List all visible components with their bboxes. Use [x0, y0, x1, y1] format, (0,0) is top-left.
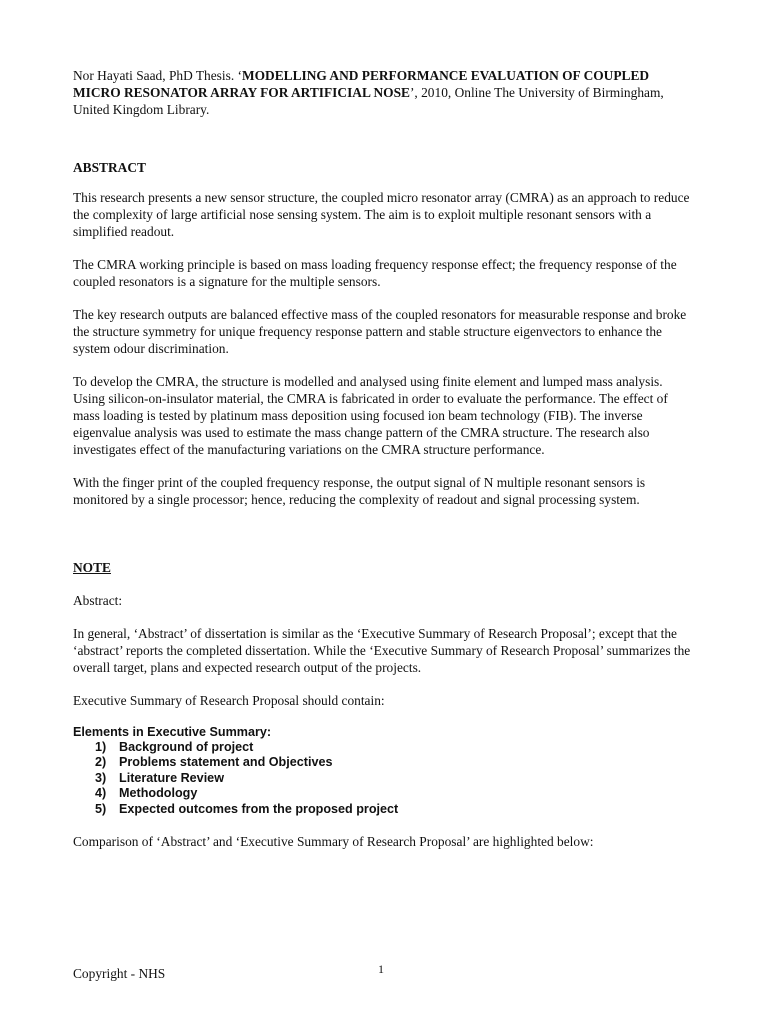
list-item: 5) Expected outcomes from the proposed project	[95, 801, 399, 816]
note-heading: NOTE	[73, 560, 111, 575]
list-item: 2) Problems statement and Objectives	[95, 755, 333, 770]
note-paragraph-2: Executive Summary of Research Proposal should contain:	[73, 693, 385, 708]
abstract-heading: ABSTRACT	[73, 160, 146, 175]
abstract-paragraph-5: With the finger print of the coupled frequency response, the output signal of N multiple resonant sensors is monitored by a single processor; hence, reducing the complexity of readout and signal processing system.	[73, 475, 646, 507]
abstract-paragraph-1: This research presents a new sensor structure, the coupled micro resonator array (CMRA) as an approach to reduce the complexity of large artificial nose sensing system. The aim is to exploit multiple resonant sensors with a simplified readout.	[73, 190, 690, 239]
elements-list	[73, 740, 693, 817]
citation-title: MODELLING AND PERFORMANCE EVALUATION OF COUPLED MICRO RESONATOR ARRAY FOR ARTIFICIAL NOSE	[73, 68, 650, 100]
citation-suffix: ’, 2010, Online The University of Birmingham, United Kingdom Library.	[73, 85, 664, 117]
comparison-text: Comparison of ‘Abstract’ and ‘Executive Summary of Research Proposal’ are highlighted below:	[73, 834, 594, 850]
abstract-paragraph-4: To develop the CMRA, the structure is modelled and analysed using finite element and lumped mass analysis. Using silicon-on-insulator material, the CMRA is fabricated in order to evaluate the performance. The effect of mass loading is tested by platinum mass deposition using focused ion beam technology (FIB). The inverse eigenvalue analysis was used to estimate the mass change pattern of the CMRA structure. The research also investigates effect of the manufacturing variations on the CMRA structure performance.	[73, 374, 668, 457]
note-label: Abstract:	[73, 593, 123, 608]
list-item: 3) Literature Review	[95, 770, 224, 785]
list-item: 4) Methodology	[95, 786, 198, 801]
abstract-paragraph-2: The CMRA working principle is based on mass loading frequency response effect; the frequency response of the coupled resonators is a signature for the multiple sensors.	[73, 257, 677, 289]
elements-title: Elements in Executive Summary:	[73, 725, 272, 739]
page-number: 1	[378, 962, 384, 976]
note-paragraph-1: In general, ‘Abstract’ of dissertation is similar as the ‘Executive Summary of Research Proposal’; except that the ‘abstract’ reports the completed dissertation. While the ‘Executive Summary of Research Proposal’ summarizes the overall target, plans and expected research output of the projects.	[73, 626, 691, 675]
abstract-paragraph-3: The key research outputs are balanced effective mass of the coupled resonators for measurable response and broke the structure symmetry for unique frequency response pattern and stable structure eigenvectors to enhance the system odour discrimination.	[73, 307, 687, 356]
footer-copyright: Copyright - NHS	[73, 966, 166, 981]
document-page	[73, 67, 693, 850]
list-item: 1) Background of project	[95, 740, 254, 754]
citation	[73, 67, 693, 118]
citation-prefix: Nor Hayati Saad, PhD Thesis. ‘	[73, 68, 242, 83]
